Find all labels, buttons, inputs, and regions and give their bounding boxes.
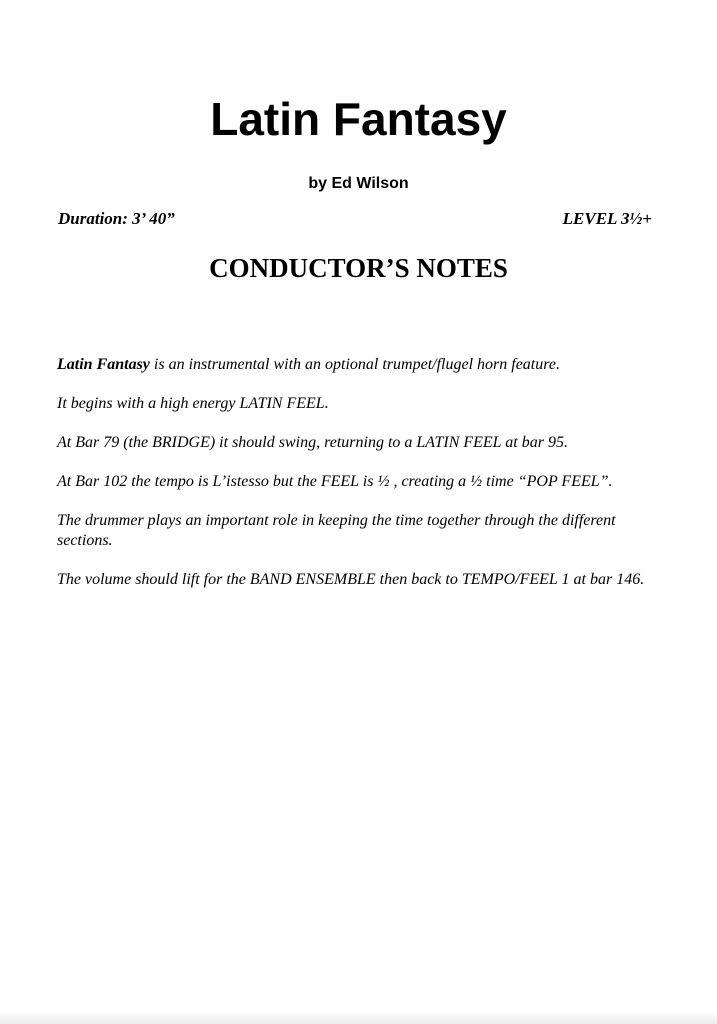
notes-body xyxy=(57,355,657,609)
note-paragraph: The drummer plays an important role in keeping the time together through the different sections. xyxy=(57,512,616,549)
note-paragraph: The volume should lift for the BAND ENSEMBLE then back to TEMPO/FEEL 1 at bar 146. xyxy=(57,571,645,588)
note-paragraph: It begins with a high energy LATIN FEEL. xyxy=(57,395,329,412)
note-paragraph: At Bar 102 the tempo is L’istesso but the FEEL is ½ , creating a ½ time “POP FEEL”. xyxy=(57,473,613,490)
note-text: is an instrumental with an optional trumpet/flugel horn feature. xyxy=(149,356,560,373)
meta-row xyxy=(58,209,652,229)
piece-title-inline: Latin Fantasy xyxy=(57,356,150,373)
note-paragraph: At Bar 79 (the BRIDGE) it should swing, returning to a LATIN FEEL at bar 95. xyxy=(57,434,568,451)
level-label: LEVEL 3½+ xyxy=(562,209,652,228)
page-bottom-shadow xyxy=(0,1010,717,1024)
composer-byline: by Ed Wilson xyxy=(308,175,409,192)
section-heading: CONDUCTOR’S NOTES xyxy=(209,253,508,283)
document-title: Latin Fantasy xyxy=(210,93,507,145)
note-paragraph xyxy=(57,355,657,375)
duration-label: Duration: 3’ 40” xyxy=(58,209,175,228)
